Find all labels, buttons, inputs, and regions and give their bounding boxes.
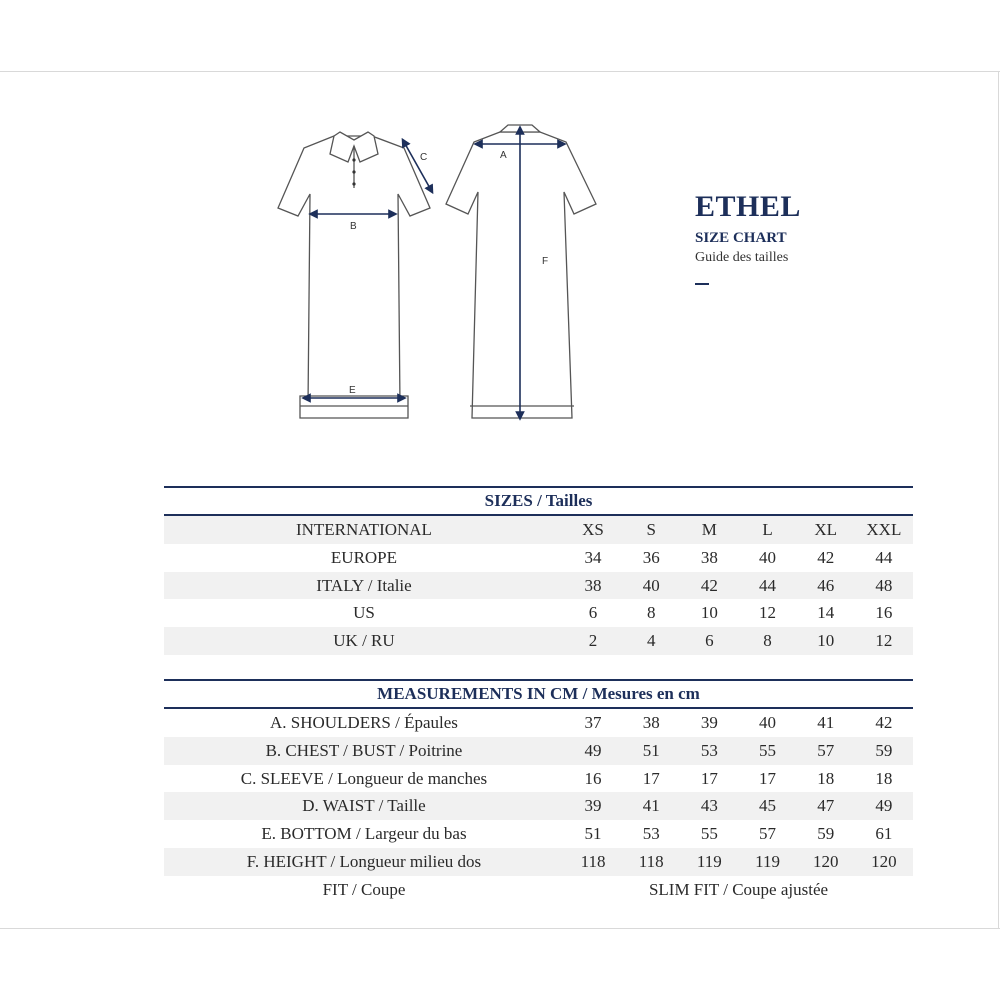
table-cell: 18 [817, 768, 835, 788]
table-cell: 119 [696, 851, 722, 871]
row-label: US [353, 603, 375, 623]
table-cell: 55 [759, 740, 777, 760]
row-label: ITALY / Italie [316, 575, 412, 595]
table-cell: 49 [875, 796, 893, 816]
row-label: F. HEIGHT / Longueur milieu dos [246, 851, 482, 871]
table-cell: 17 [700, 768, 718, 788]
sizes-table-title [164, 486, 913, 516]
table-cell: 42 [817, 547, 835, 567]
table-row [164, 820, 913, 848]
measurements-table-body [164, 709, 913, 876]
right-divider [998, 71, 999, 929]
row-label: INTERNATIONAL [295, 520, 432, 539]
table-cell: 16 [584, 768, 602, 788]
table-cell: 118 [580, 851, 606, 871]
table-cell: 6 [705, 631, 714, 651]
table-cell: 10 [700, 603, 718, 623]
table-cell: 17 [759, 768, 777, 788]
brand-name: ETHEL [695, 190, 801, 223]
table-cell: 38 [584, 575, 602, 595]
row-label: UK / RU [333, 631, 395, 651]
table-cell: 14 [817, 603, 835, 623]
title-dash [695, 283, 709, 285]
measurements-title-en: MEASUREMENTS IN CM [377, 684, 579, 703]
table-cell: 53 [642, 824, 660, 844]
table-row [164, 627, 913, 655]
table-cell: XL [814, 520, 838, 539]
table-row [164, 792, 913, 820]
table-cell: 12 [875, 631, 893, 651]
row-label: EUROPE [330, 547, 398, 567]
table-cell: 16 [875, 603, 893, 623]
table-row [164, 848, 913, 876]
sizes-title-en: SIZES [484, 491, 533, 510]
table-cell: 8 [763, 631, 772, 651]
table-cell: L [762, 520, 773, 539]
size-chart-subheading: Guide des tailles [695, 250, 789, 265]
table-cell: 49 [584, 740, 602, 760]
table-cell: 40 [759, 547, 777, 567]
sizes-title-fr: / Tailles [532, 491, 593, 510]
table-cell: 39 [584, 796, 602, 816]
table-cell: S [646, 520, 656, 539]
label-a: A [500, 150, 507, 161]
fit-row [164, 876, 913, 904]
table-cell: 2 [588, 631, 598, 651]
measurements-table [164, 679, 913, 904]
table-cell: 42 [700, 575, 718, 595]
table-cell: XS [582, 520, 604, 539]
table-cell: 119 [755, 851, 780, 871]
table-cell: 12 [759, 603, 777, 623]
table-cell: 45 [759, 796, 777, 816]
table-cell: 8 [646, 603, 656, 623]
table-cell: 42 [875, 713, 893, 732]
back-view [446, 125, 596, 418]
label-c: C [420, 152, 428, 163]
measurements-title-fr: / Mesures en cm [578, 684, 700, 703]
measurements-table-title [164, 679, 913, 709]
row-label: D. WAIST / Taille [302, 796, 426, 816]
table-cell: 48 [875, 575, 893, 595]
label-f: F [542, 256, 549, 267]
table-cell: 44 [875, 547, 893, 567]
table-cell: 34 [584, 547, 602, 567]
table-cell: 57 [817, 740, 835, 760]
table-cell: 40 [759, 713, 777, 732]
table-cell: 17 [642, 768, 660, 788]
table-cell: 53 [700, 740, 718, 760]
table-cell: M [701, 520, 717, 539]
table-row [164, 544, 913, 572]
front-view [278, 132, 430, 418]
table-cell: 59 [875, 740, 893, 760]
table-cell: 61 [875, 824, 893, 844]
table-cell: 55 [700, 824, 718, 844]
table-cell: 120 [871, 851, 897, 871]
table-row [164, 572, 913, 600]
table-cell: 39 [700, 713, 718, 732]
table-cell: 118 [638, 851, 664, 871]
fit-label: FIT / Coupe [322, 879, 406, 899]
row-label: C. SLEEVE / Longueur de manches [240, 768, 488, 788]
table-cell: 41 [817, 713, 835, 732]
table-cell: 10 [817, 631, 835, 651]
sizes-table [164, 486, 913, 655]
table-cell: 36 [642, 547, 660, 567]
table-cell: 43 [700, 796, 718, 816]
title-block [695, 190, 801, 285]
label-b: B [350, 221, 357, 232]
size-chart-heading: SIZE CHART [695, 230, 787, 246]
row-label: A. SHOULDERS / Épaules [269, 713, 458, 732]
table-cell: 51 [642, 740, 660, 760]
table-cell: 51 [584, 824, 602, 844]
table-cell: 46 [817, 575, 835, 595]
table-cell: 38 [700, 547, 718, 567]
table-cell: 59 [817, 824, 835, 844]
table-cell: 18 [875, 768, 893, 788]
table-cell: 120 [812, 851, 839, 871]
bottom-divider [0, 928, 1000, 929]
table-cell: 6 [588, 603, 598, 623]
fit-value: SLIM FIT / Coupe ajustée [648, 879, 829, 899]
dress-diagram [268, 116, 608, 426]
table-row [164, 599, 913, 627]
table-row [164, 709, 913, 737]
table-cell: 40 [642, 575, 660, 595]
table-cell: 44 [759, 575, 777, 595]
table-cell: XXL [866, 520, 902, 539]
sizes-table-body [164, 516, 913, 655]
table-cell: 57 [759, 824, 777, 844]
table-cell: 4 [646, 631, 656, 651]
table-cell: 41 [642, 796, 660, 816]
table-row [164, 737, 913, 765]
row-label: E. BOTTOM / Largeur du bas [261, 824, 467, 844]
table-cell: 37 [584, 713, 602, 732]
row-label: B. CHEST / BUST / Poitrine [265, 740, 463, 760]
label-e: E [349, 385, 356, 396]
table-row [164, 765, 913, 793]
table-cell: 38 [642, 713, 660, 732]
table-row [164, 516, 913, 544]
top-divider [0, 71, 1000, 72]
table-cell: 47 [817, 796, 835, 816]
